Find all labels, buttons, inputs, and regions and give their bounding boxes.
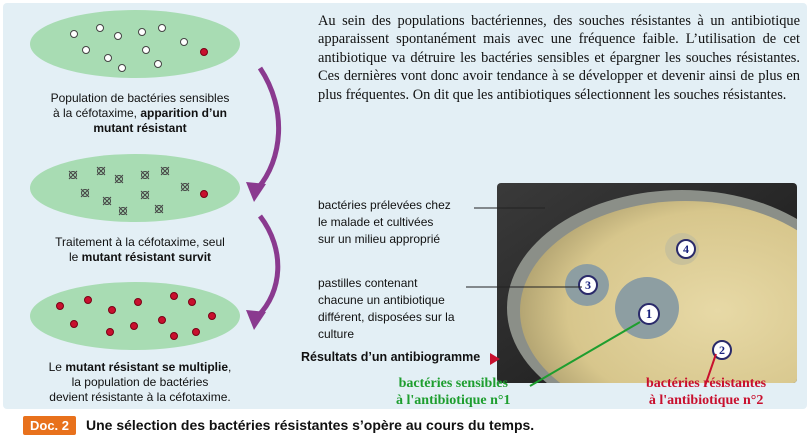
doc-title: Une sélection des bactéries résistantes s’opère au cours du temps. <box>86 417 535 433</box>
caption-step-3: Le mutant résistant se multiplie, la population de bactéries devient résistante à la céfotaxime. <box>48 360 232 404</box>
caption-step-1: Population de bactéries sensibles à la céfotaxime, apparition d’un mutant résistant <box>50 91 230 135</box>
antibiotic-disk-2: 2 <box>712 340 732 360</box>
doc-badge: Doc. 2 <box>23 416 76 435</box>
pastilles-label: pastilles contenant chacune un antibiotique différent, disposées sur la culture <box>318 276 455 341</box>
sensitive-bacteria-label: bactéries sensibles à l'antibiotique n°1 <box>396 376 511 408</box>
antibiotic-disk-3: 3 <box>578 275 598 295</box>
antibiogram-results-label: Résultats d’un antibiogramme <box>301 350 481 364</box>
antibiotic-disk-4: 4 <box>676 239 696 259</box>
caption-step-2: Traitement à la céfotaxime, seul le mutant résistant survit <box>55 235 225 264</box>
antibiotic-disk-1: 1 <box>638 303 660 325</box>
explanation-paragraph: Au sein des populations bactériennes, des souches résistantes à un antibiotique apparaissent spontanément mais avec une fréquence faible. L’utilisation de cet antibiotique va détruire les bactéries sensibles et épargner les souches résistantes. Ces dernières vont donc avoir tendance à se développer et devenir ainsi de plus en plus fréquentes. On dit que les antibiotiques sélectionnent les souches résistantes. <box>318 13 800 103</box>
bacteria-label: bactéries prélevées chez le malade et cultivées sur un milieu approprié <box>318 198 451 246</box>
resistant-bacteria-label: bactéries résistantes à l'antibiotique n°2 <box>646 376 767 408</box>
